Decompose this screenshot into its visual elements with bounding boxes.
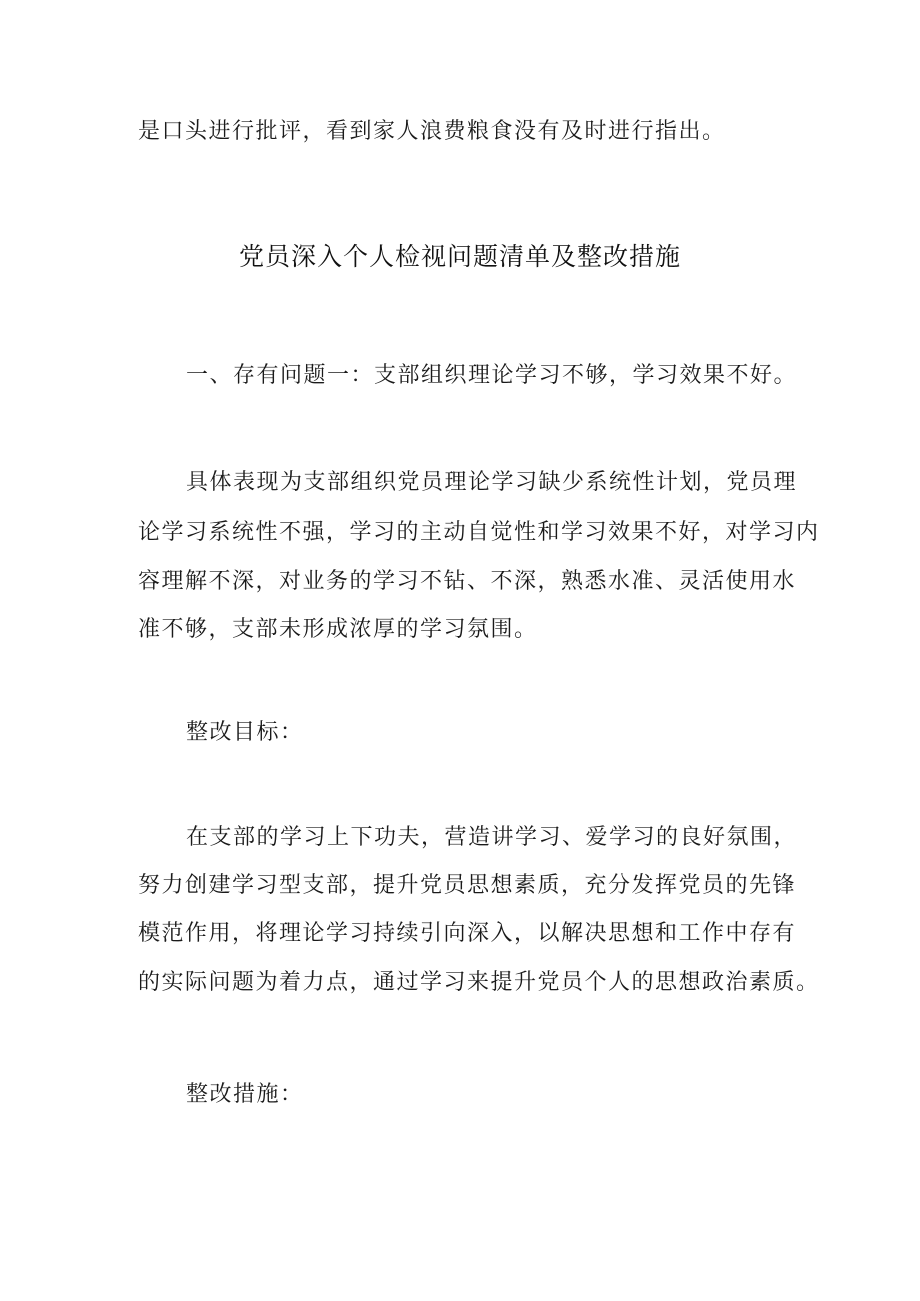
paragraph-line: 准不够，支部未形成浓厚的学习氛围。 <box>138 617 538 642</box>
paragraph-line: 具体表现为支部组织党员理论学习缺少系统性计划，党员理 <box>186 470 798 495</box>
paragraph-line: 努力创建学习型支部，提升党员思想素质，充分发挥党员的先锋 <box>138 873 797 898</box>
goal-heading: 整改目标： <box>186 720 304 745</box>
paragraph-line: 的实际问题为着力点，通过学习来提升党员个人的思想政治素质。 <box>138 970 820 995</box>
continuation-text: 是口头进行批评，看到家人浪费粮食没有及时进行指出。 <box>138 119 726 144</box>
measures-heading: 整改措施： <box>186 1082 304 1107</box>
paragraph-line: 模范作用，将理论学习持续引向深入，以解决思想和工作中存有 <box>138 921 797 946</box>
problem-heading: 一、存有问题一：支部组织理论学习不够，学习效果不好。 <box>186 363 798 388</box>
paragraph-line: 容理解不深，对业务的学习不钻、不深，熟悉水准、灵活使用水 <box>138 569 797 594</box>
paragraph-line: 论学习系统性不强，学习的主动自觉性和学习效果不好，对学习内 <box>138 520 820 545</box>
document-title: 党员深入个人检视问题清单及整改措施 <box>238 242 681 271</box>
paragraph-line: 在支部的学习上下功夫，营造讲学习、爱学习的良好氛围， <box>186 825 798 850</box>
